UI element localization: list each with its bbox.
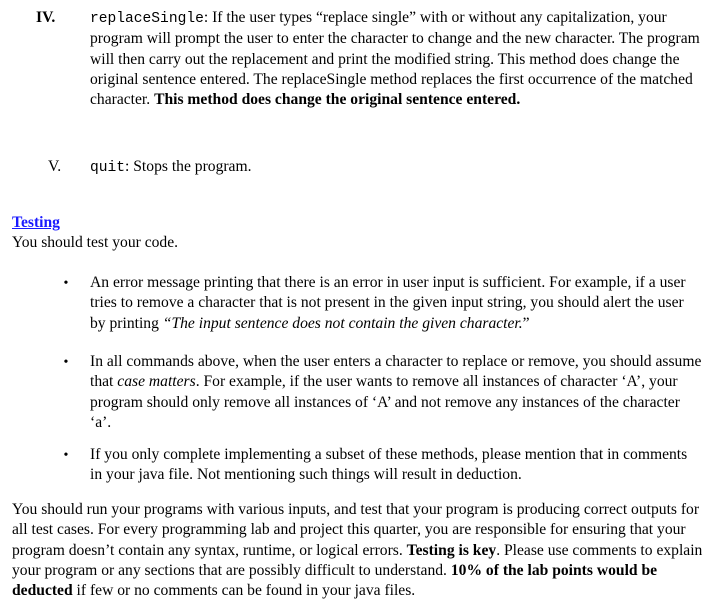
command-replace-single: replaceSingle xyxy=(90,11,204,27)
bullet-dot-icon: • xyxy=(63,448,69,463)
bullet-2-text-continued: . For example, if the user wants to remove all instances of character ‘A’, your program should only remove all instances of ‘A’ and not remove any instances of the character ‘a’. xyxy=(90,373,680,431)
item-iv-description: : If the user types “replace single” with or without any capitalization, your program will prompt the user to enter the character to change and the new character. The program will then carry out the replacement and print the modified string. This method does change the original sentence entered. The replaceSingle method replaces the first occurrence of the matched character. xyxy=(90,9,700,109)
bullet-2-text: In all commands above, when the user enters a character to replace or remove, you should assume that xyxy=(90,353,702,391)
item-iv-text xyxy=(90,8,702,110)
bullet-item-3 xyxy=(90,445,702,486)
numeral-v: V. xyxy=(48,158,62,175)
closing-paragraph xyxy=(12,500,704,601)
closing-bold-testing-key: Testing is key xyxy=(406,541,497,559)
bullet-dot-icon: • xyxy=(63,276,69,291)
testing-intro: You should test your code. xyxy=(12,234,179,251)
command-quit: quit xyxy=(90,160,126,176)
closing-text-3: if few or no comments can be found in your java files. xyxy=(72,582,416,600)
item-iv-bold-note: This method does change the original sentence entered. xyxy=(154,91,521,109)
bullet-item-2 xyxy=(90,352,702,433)
bullet-dot-icon: • xyxy=(63,355,69,370)
closing-text-1: You should run your programs with various inputs, and test that your program is producing correct outputs for all test cases. For every programming lab and project this quarter, you are responsible for ensuring that your program doesn’t contain any syntax, runtime, or logical errors. xyxy=(12,501,700,559)
item-v-description: : Stops the program. xyxy=(125,158,252,175)
bullet-item-1 xyxy=(90,273,702,334)
bullet-1-close-quote: ” xyxy=(522,314,530,332)
bullet-3-text: If you only complete implementing a subset of these methods, please mention that in comments in your java file. Not mentioning such things will result in deduction. xyxy=(90,446,688,484)
bullet-1-italic: “The input sentence does not contain the given character. xyxy=(162,314,523,332)
closing-bold-deduction: 10% of the lab points would be deducted xyxy=(12,561,658,600)
testing-heading-link[interactable]: Testing xyxy=(12,214,60,231)
bullet-1-text: An error message printing that there is an error in user input is sufficient. For example, if a user tries to remove a character that is not present in the given input string, you should alert the user by printing xyxy=(90,274,686,332)
numeral-iv: IV. xyxy=(36,9,56,26)
closing-text-2: . Please use comments to explain your program or any sections that are possibly difficult to understand. xyxy=(12,541,703,579)
item-v-text xyxy=(90,157,702,178)
bullet-2-italic: case matters xyxy=(117,373,196,391)
